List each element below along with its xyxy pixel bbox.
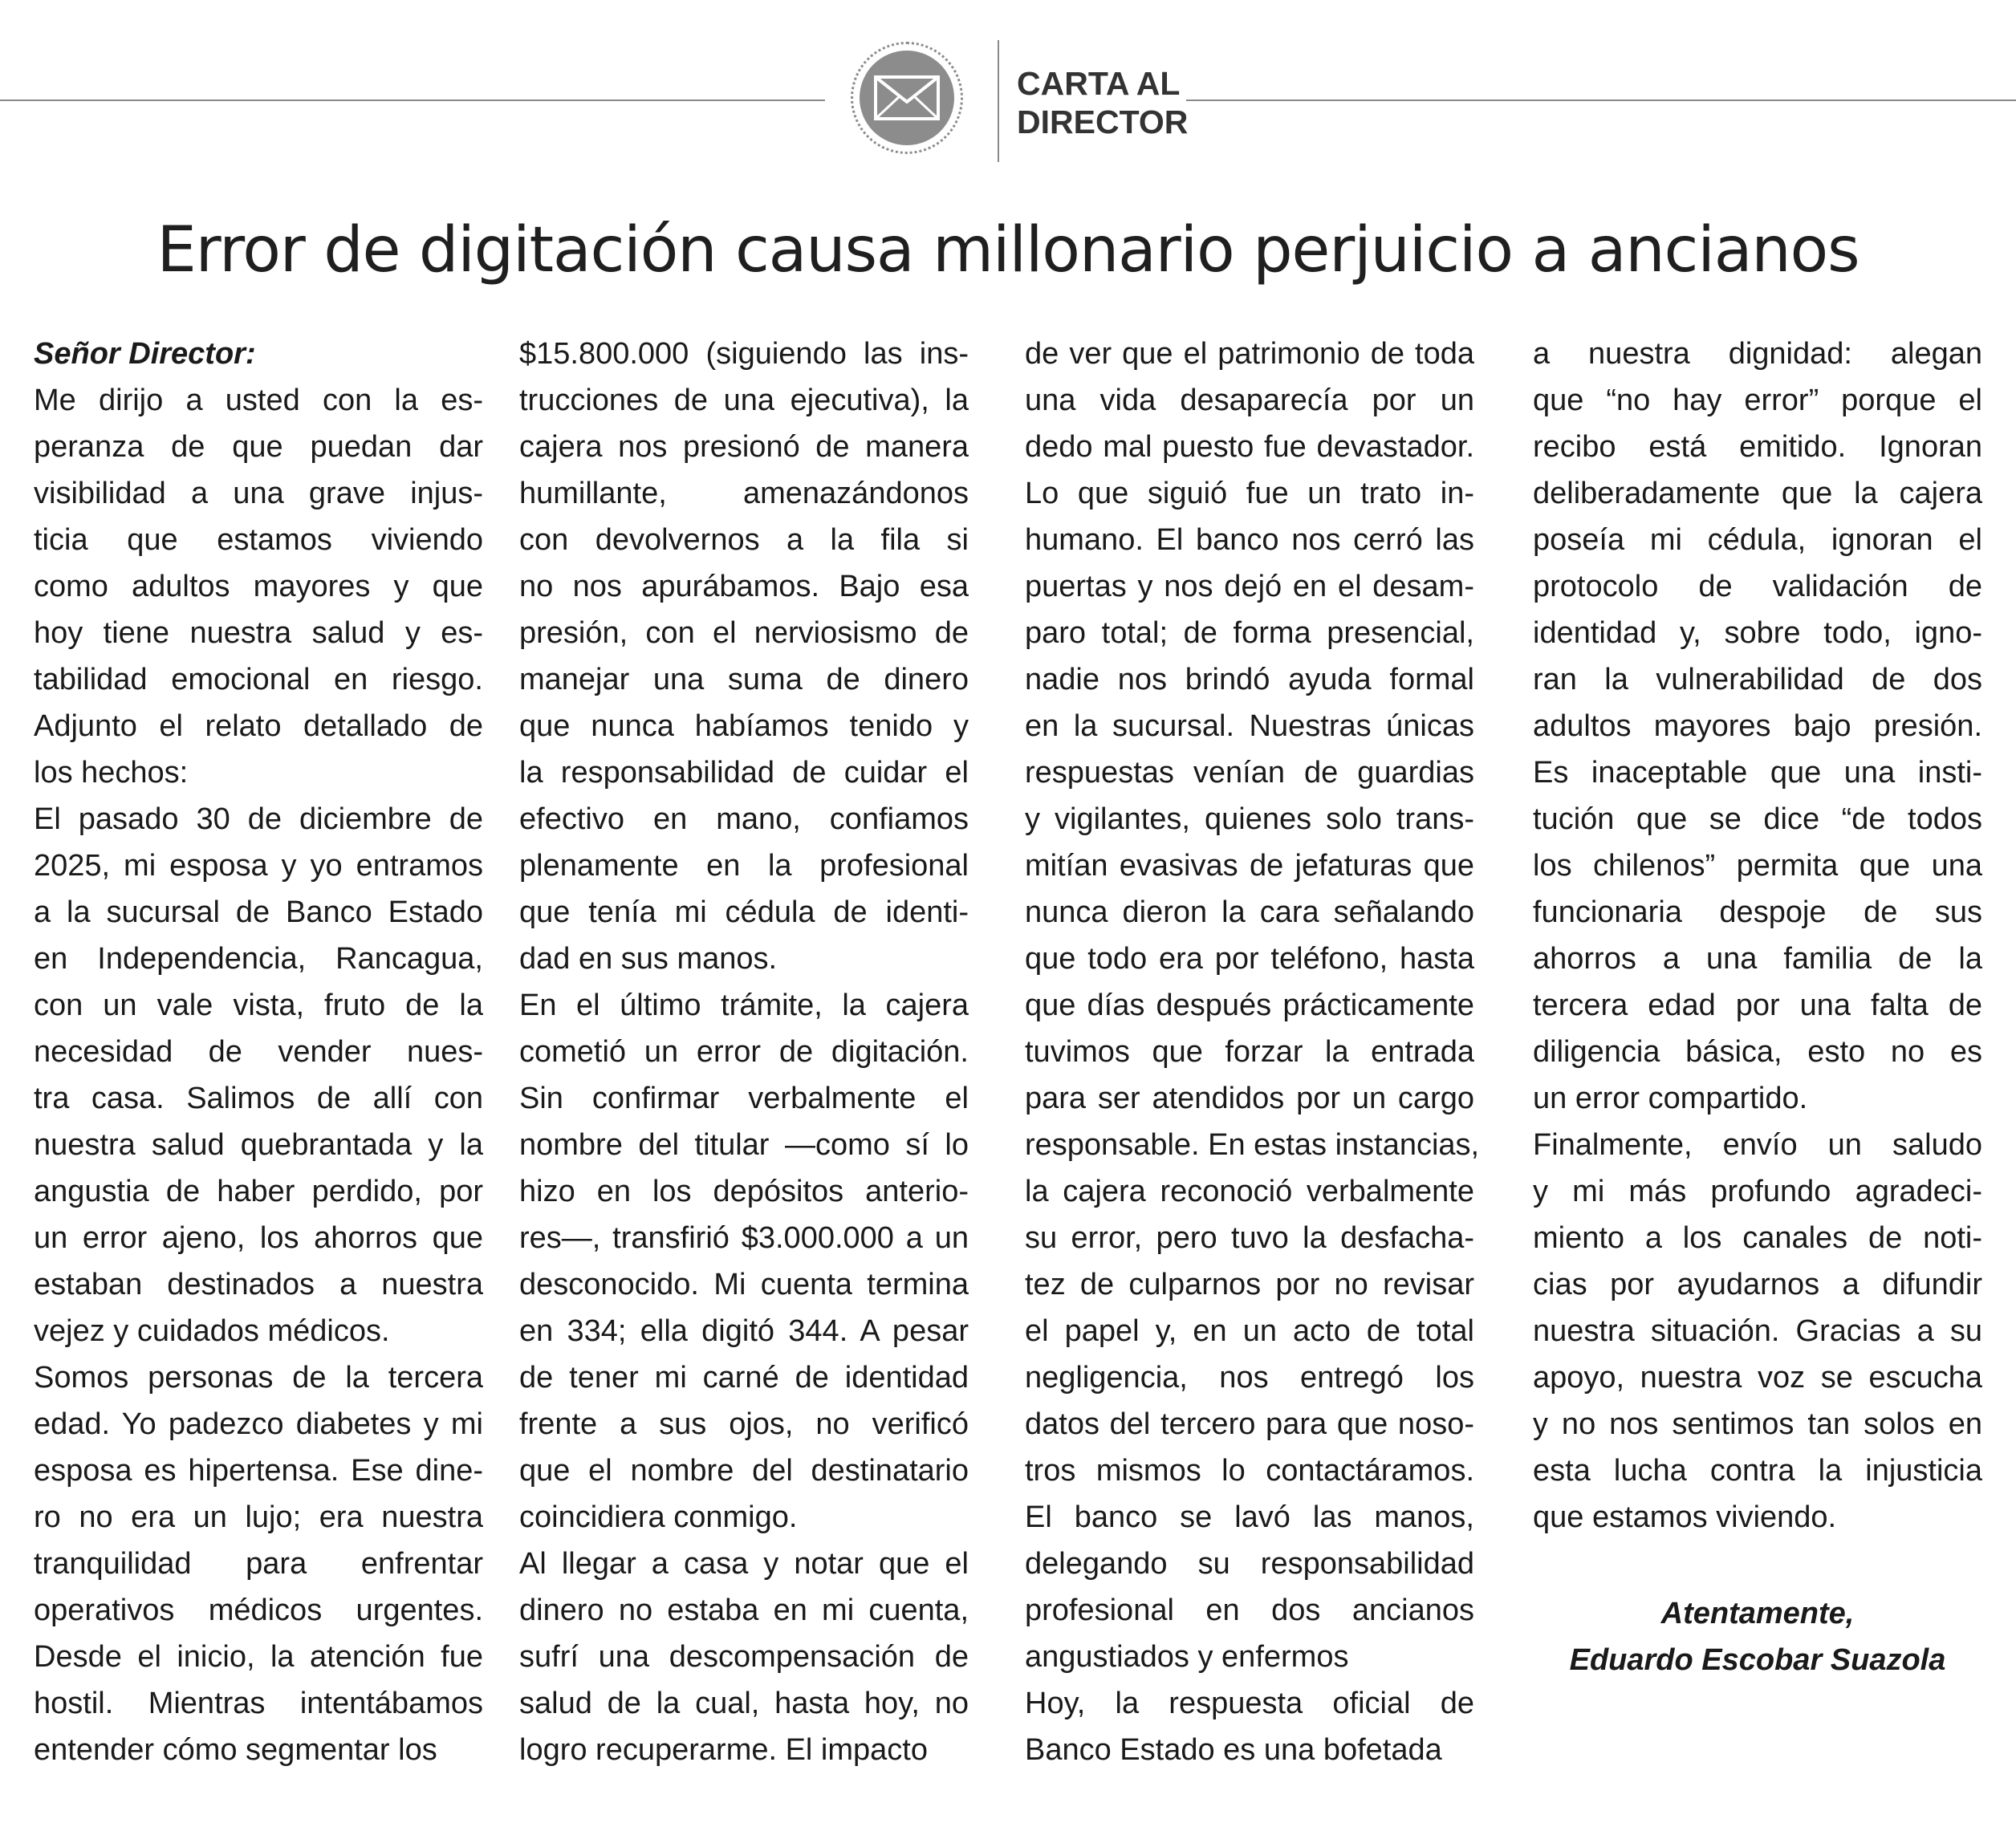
text-line: miento a los canales de noti- <box>1533 1221 1982 1255</box>
text-line: y vigilantes, quienes solo trans- <box>1025 802 1474 836</box>
article-column-3 <box>1025 331 1480 1773</box>
headline: Error de digitación causa millonario perjuicio a ancianos <box>156 214 1860 286</box>
text-line: ran la vulnerabilidad de dos <box>1533 663 1982 696</box>
text-line: tercera edad por una falta de <box>1533 989 1982 1022</box>
text-line: que tenía mi cédula de identi- <box>519 895 969 929</box>
text-line: identidad y, sobre todo, igno- <box>1533 616 1982 650</box>
text-line: frente a sus ojos, no verificó <box>519 1407 969 1441</box>
text-line: Banco Estado es una bofetada <box>1025 1733 1442 1767</box>
text-line: Adjunto el relato detallado de <box>34 709 483 743</box>
header-rule-left <box>0 99 825 101</box>
text-line: la cajera reconoció verbalmente <box>1025 1175 1474 1208</box>
text-line: que todo era por teléfono, hasta <box>1025 942 1474 976</box>
text-line: un error compartido. <box>1533 1082 1808 1115</box>
text-line: mitían evasivas de jefaturas que <box>1025 849 1474 883</box>
text-line: nuestra salud quebrantada y la <box>34 1128 483 1162</box>
text-line: funcionaria despoje de sus <box>1533 895 1982 929</box>
text-line: cometió un error de digitación. <box>519 1035 969 1069</box>
text-line: de ver que el patrimonio de toda <box>1025 337 1474 371</box>
text-line: tez de culparnos por no revisar <box>1025 1268 1474 1301</box>
text-line: adultos mayores bajo presión. <box>1533 709 1982 743</box>
text-line: que días después prácticamente <box>1025 989 1474 1022</box>
text-line: profesional en dos ancianos <box>1025 1594 1474 1627</box>
text-line: un error ajeno, los ahorros que <box>34 1221 483 1255</box>
text-line: a nuestra dignidad: alegan <box>1533 337 1982 371</box>
text-line: dedo mal puesto fue devastador. <box>1025 430 1474 464</box>
text-line: trucciones de una ejecutiva), la <box>519 384 969 417</box>
text-line: puertas y nos dejó en el desam- <box>1025 570 1474 603</box>
text-line: presión, con el nerviosismo de <box>519 616 969 650</box>
text-line: tuvimos que forzar la entrada <box>1025 1035 1474 1069</box>
text-line: El banco se lavó las manos, <box>1025 1500 1474 1534</box>
text-line: coincidiera conmigo. <box>519 1500 798 1534</box>
text-line: nuestra situación. Gracias a su <box>1533 1314 1982 1348</box>
text-line: nadie nos brindó ayuda formal <box>1025 663 1474 696</box>
article-column-1 <box>34 331 483 1773</box>
text-line: que estamos viviendo. <box>1533 1500 1837 1534</box>
text-line: y mi más profundo agradeci- <box>1533 1175 1982 1208</box>
text-line: poseía mi cédula, ignoran el <box>1533 523 1982 557</box>
section-label-line1: CARTA AL <box>1017 65 1181 102</box>
text-line: los hechos: <box>34 756 189 790</box>
text-line: esta lucha contra la injusticia <box>1533 1454 1982 1488</box>
text-line: Sin confirmar verbalmente el <box>519 1082 969 1115</box>
text-line: recibo está emitido. Ignoran <box>1533 430 1982 464</box>
text-line: una vida desaparecía por un <box>1025 384 1474 417</box>
text-line: desconocido. Mi cuenta termina <box>519 1268 969 1301</box>
text-line: tros mismos lo contactáramos. <box>1025 1454 1474 1488</box>
section-label <box>1017 64 1188 141</box>
text-line: vejez y cuidados médicos. <box>34 1314 390 1348</box>
text-line: deliberadamente que la cajera <box>1533 477 1982 510</box>
text-line: ro no era un lujo; era nuestra <box>34 1500 483 1534</box>
text-line: sufrí una descompensación de <box>519 1640 969 1674</box>
text-line: manejar una suma de dinero <box>519 663 969 696</box>
text-line: nombre del titular —como sí lo <box>519 1128 969 1162</box>
text-line: $15.800.000 (siguiendo las ins- <box>519 337 969 371</box>
text-line: Desde el inicio, la atención fue <box>34 1640 483 1674</box>
text-line: humillante, amenazándonos <box>519 477 969 510</box>
text-line: con devolvernos a la fila si <box>519 523 969 557</box>
text-line: 2025, mi esposa y yo entramos <box>34 849 483 883</box>
text-line: salud de la cual, hasta hoy, no <box>519 1687 969 1720</box>
text-line: res—, transfirió $3.000.000 a un <box>519 1221 969 1255</box>
text-line: respuestas venían de guardias <box>1025 756 1474 790</box>
text-line: los chilenos” permita que una <box>1533 849 1982 883</box>
text-line: angustia de haber perdido, por <box>34 1175 483 1208</box>
text-line: en la sucursal. Nuestras únicas <box>1025 709 1474 743</box>
text-line: Lo que siguió fue un trato in- <box>1025 477 1474 510</box>
section-label-line2: DIRECTOR <box>1017 104 1189 140</box>
text-line: negligencia, nos entregó los <box>1025 1361 1474 1395</box>
text-line: angustiados y enfermos <box>1025 1640 1349 1674</box>
article-column-2 <box>519 331 969 1773</box>
text-line: logro recuperarme. El impacto <box>519 1733 928 1767</box>
section-divider <box>998 40 999 162</box>
text-line: nunca dieron la cara señalando <box>1025 895 1474 929</box>
text-line: Al llegar a casa y notar que el <box>519 1547 969 1581</box>
text-line: dinero no estaba en mi cuenta, <box>519 1594 969 1627</box>
closing-salutation: Atentamente, <box>1660 1597 1855 1630</box>
text-line: en Independencia, Rancagua, <box>34 942 483 976</box>
text-line: para ser atendidos por un cargo <box>1025 1082 1474 1115</box>
signature-name: Eduardo Escobar Suazola <box>1569 1643 1946 1677</box>
text-line: tranquilidad para enfrentar <box>34 1547 483 1581</box>
text-line: hostil. Mientras intentábamos <box>34 1687 483 1720</box>
text-line: delegando su responsabilidad <box>1025 1547 1474 1581</box>
text-line: su error, pero tuvo la desfacha- <box>1025 1221 1474 1255</box>
text-line: hoy tiene nuestra salud y es- <box>34 616 483 650</box>
text-line: paro total; de forma presencial, <box>1025 616 1474 650</box>
article-column-4 <box>1533 331 1982 1541</box>
text-line: que el nombre del destinatario <box>519 1454 969 1488</box>
text-line: diligencia básica, esto no es <box>1533 1035 1982 1069</box>
text-line: En el último trámite, la cajera <box>519 989 969 1022</box>
text-line: datos del tercero para que noso- <box>1025 1407 1474 1441</box>
text-line: entender cómo segmentar los <box>34 1733 437 1767</box>
text-line: apoyo, nuestra voz se escucha <box>1533 1361 1982 1395</box>
salutation: Señor Director: <box>34 337 256 371</box>
text-line: tución que se dice “de todos <box>1533 802 1982 836</box>
envelope-icon <box>860 51 954 145</box>
text-line: ahorros a una familia de la <box>1533 942 1982 976</box>
header-rule-right <box>1186 99 2016 101</box>
text-line: tabilidad emocional en riesgo. <box>34 663 483 696</box>
text-line: efectivo en mano, confiamos <box>519 802 969 836</box>
text-line: El pasado 30 de diciembre de <box>34 802 483 836</box>
text-line: que nunca habíamos tenido y <box>519 709 969 743</box>
text-line: que “no hay error” porque el <box>1533 384 1982 417</box>
text-line: peranza de que puedan dar <box>34 430 483 464</box>
text-line: plenamente en la profesional <box>519 849 969 883</box>
text-line: visibilidad a una grave injus- <box>34 477 483 510</box>
text-line: cias por ayudarnos a difundir <box>1533 1268 1982 1301</box>
text-line: como adultos mayores y que <box>34 570 483 603</box>
text-line: de tener mi carné de identidad <box>519 1361 969 1395</box>
text-line: estaban destinados a nuestra <box>34 1268 483 1301</box>
text-line: Hoy, la respuesta oficial de <box>1025 1687 1474 1720</box>
text-line: Somos personas de la tercera <box>34 1361 483 1395</box>
text-line: y no nos sentimos tan solos en <box>1533 1407 1982 1441</box>
text-line: ticia que estamos viviendo <box>34 523 483 557</box>
text-line: edad. Yo padezco diabetes y mi <box>34 1407 483 1441</box>
text-line: no nos apurábamos. Bajo esa <box>519 570 969 603</box>
text-line: a la sucursal de Banco Estado <box>34 895 483 929</box>
text-line: Es inaceptable que una insti- <box>1533 756 1982 790</box>
text-line: esposa es hipertensa. Ese dine- <box>34 1454 483 1488</box>
text-line: tra casa. Salimos de allí con <box>34 1082 483 1115</box>
text-line: hizo en los depósitos anterio- <box>519 1175 969 1208</box>
text-line: necesidad de vender nues- <box>34 1035 483 1069</box>
text-line: con un vale vista, fruto de la <box>34 989 483 1022</box>
text-line: Me dirijo a usted con la es- <box>34 384 483 417</box>
text-line: la responsabilidad de cuidar el <box>519 756 969 790</box>
text-line: Finalmente, envío un saludo <box>1533 1128 1982 1162</box>
text-line: responsable. En estas instancias, <box>1025 1128 1480 1162</box>
text-line: humano. El banco nos cerró las <box>1025 523 1474 557</box>
text-line: cajera nos presionó de manera <box>519 430 969 464</box>
text-line: dad en sus manos. <box>519 942 778 976</box>
section-badge <box>851 42 963 154</box>
text-line: operativos médicos urgentes. <box>34 1594 483 1627</box>
text-line: el papel y, en un acto de total <box>1025 1314 1474 1348</box>
text-line: en 334; ella digitó 344. A pesar <box>519 1314 969 1348</box>
text-line: protocolo de validación de <box>1533 570 1982 603</box>
